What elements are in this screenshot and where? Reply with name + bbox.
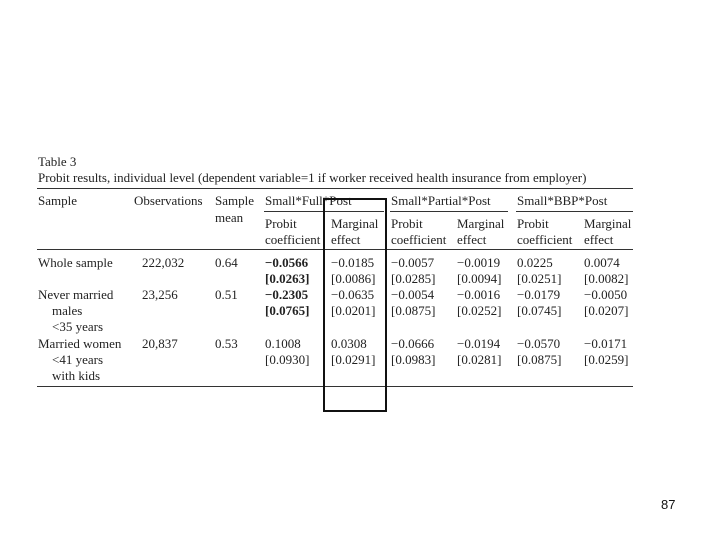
row-standard-error: [0.0285] xyxy=(391,271,436,286)
top-rule xyxy=(37,188,633,189)
row-standard-error: [0.0875] xyxy=(517,352,562,367)
row-standard-error: [0.0251] xyxy=(517,271,562,286)
subheader-marginal: Marginal xyxy=(331,216,379,231)
row-standard-error: [0.0263] xyxy=(265,271,310,286)
row-sample-label: Married women xyxy=(38,336,122,351)
page-number: 87 xyxy=(661,497,676,512)
row-sample-label: males xyxy=(52,303,83,318)
row-coefficient: −0.2305 xyxy=(265,287,309,302)
subheader-probit: Probit xyxy=(265,216,297,231)
row-coefficient: −0.0171 xyxy=(584,336,628,351)
row-coefficient: −0.0019 xyxy=(457,255,501,270)
row-standard-error: [0.0259] xyxy=(584,352,629,367)
row-sample-label: <41 years xyxy=(52,352,104,367)
row-coefficient: −0.0666 xyxy=(391,336,435,351)
row-standard-error: [0.0291] xyxy=(331,352,376,367)
subheader-probit: Probit xyxy=(391,216,423,231)
row-standard-error: [0.0745] xyxy=(517,303,562,318)
row-coefficient: −0.0194 xyxy=(457,336,501,351)
header-sample-mean-2: mean xyxy=(215,210,244,225)
row-coefficient: 0.0308 xyxy=(331,336,367,351)
header-group-full: Small*Full*Post xyxy=(265,193,352,208)
row-coefficient: −0.0566 xyxy=(265,255,309,270)
subheader-marginal: Marginal xyxy=(584,216,632,231)
row-coefficient: 0.0225 xyxy=(517,255,553,270)
row-standard-error: [0.0252] xyxy=(457,303,502,318)
header-observations: Observations xyxy=(134,193,203,208)
table-title: Probit results, individual level (dependent variable=1 if worker received health insurance from employer) xyxy=(38,170,587,185)
group-rule-bbp xyxy=(516,211,633,212)
subheader-marginal: Marginal xyxy=(457,216,505,231)
subheader-marginal: effect xyxy=(331,232,361,247)
row-sample-label: <35 years xyxy=(52,319,104,334)
table-caption: Table 3 xyxy=(38,154,77,169)
subheader-marginal: effect xyxy=(457,232,487,247)
header-group-partial: Small*Partial*Post xyxy=(391,193,491,208)
subheader-probit: coefficient xyxy=(391,232,447,247)
row-sample-label: with kids xyxy=(52,368,101,383)
row-observations: 23,256 xyxy=(142,287,178,302)
subheader-marginal: effect xyxy=(584,232,614,247)
row-standard-error: [0.0765] xyxy=(265,303,310,318)
row-coefficient: 0.0074 xyxy=(584,255,620,270)
row-standard-error: [0.0875] xyxy=(391,303,436,318)
row-coefficient: −0.0179 xyxy=(517,287,561,302)
row-mean: 0.64 xyxy=(215,255,238,270)
row-standard-error: [0.0207] xyxy=(584,303,629,318)
header-group-bbp: Small*BBP*Post xyxy=(517,193,608,208)
highlight-box xyxy=(323,198,387,412)
header-sample-mean-1: Sample xyxy=(215,193,254,208)
row-sample-label: Never married xyxy=(38,287,114,302)
row-observations: 222,032 xyxy=(142,255,185,270)
row-mean: 0.53 xyxy=(215,336,238,351)
header-sample: Sample xyxy=(38,193,77,208)
row-standard-error: [0.0082] xyxy=(584,271,629,286)
row-standard-error: [0.0201] xyxy=(331,303,376,318)
row-observations: 20,837 xyxy=(142,336,178,351)
row-standard-error: [0.0086] xyxy=(331,271,376,286)
subheader-probit: Probit xyxy=(517,216,549,231)
row-standard-error: [0.0983] xyxy=(391,352,436,367)
row-coefficient: −0.0054 xyxy=(391,287,435,302)
row-standard-error: [0.0930] xyxy=(265,352,310,367)
row-coefficient: 0.1008 xyxy=(265,336,301,351)
row-mean: 0.51 xyxy=(215,287,238,302)
row-coefficient: −0.0050 xyxy=(584,287,628,302)
subheader-probit: coefficient xyxy=(265,232,321,247)
subheader-probit: coefficient xyxy=(517,232,573,247)
row-standard-error: [0.0094] xyxy=(457,271,502,286)
row-sample-label: Whole sample xyxy=(38,255,113,270)
row-coefficient: −0.0185 xyxy=(331,255,375,270)
row-coefficient: −0.0057 xyxy=(391,255,435,270)
group-rule-partial xyxy=(390,211,508,212)
row-coefficient: −0.0635 xyxy=(331,287,375,302)
row-standard-error: [0.0281] xyxy=(457,352,502,367)
row-coefficient: −0.0016 xyxy=(457,287,501,302)
row-coefficient: −0.0570 xyxy=(517,336,561,351)
